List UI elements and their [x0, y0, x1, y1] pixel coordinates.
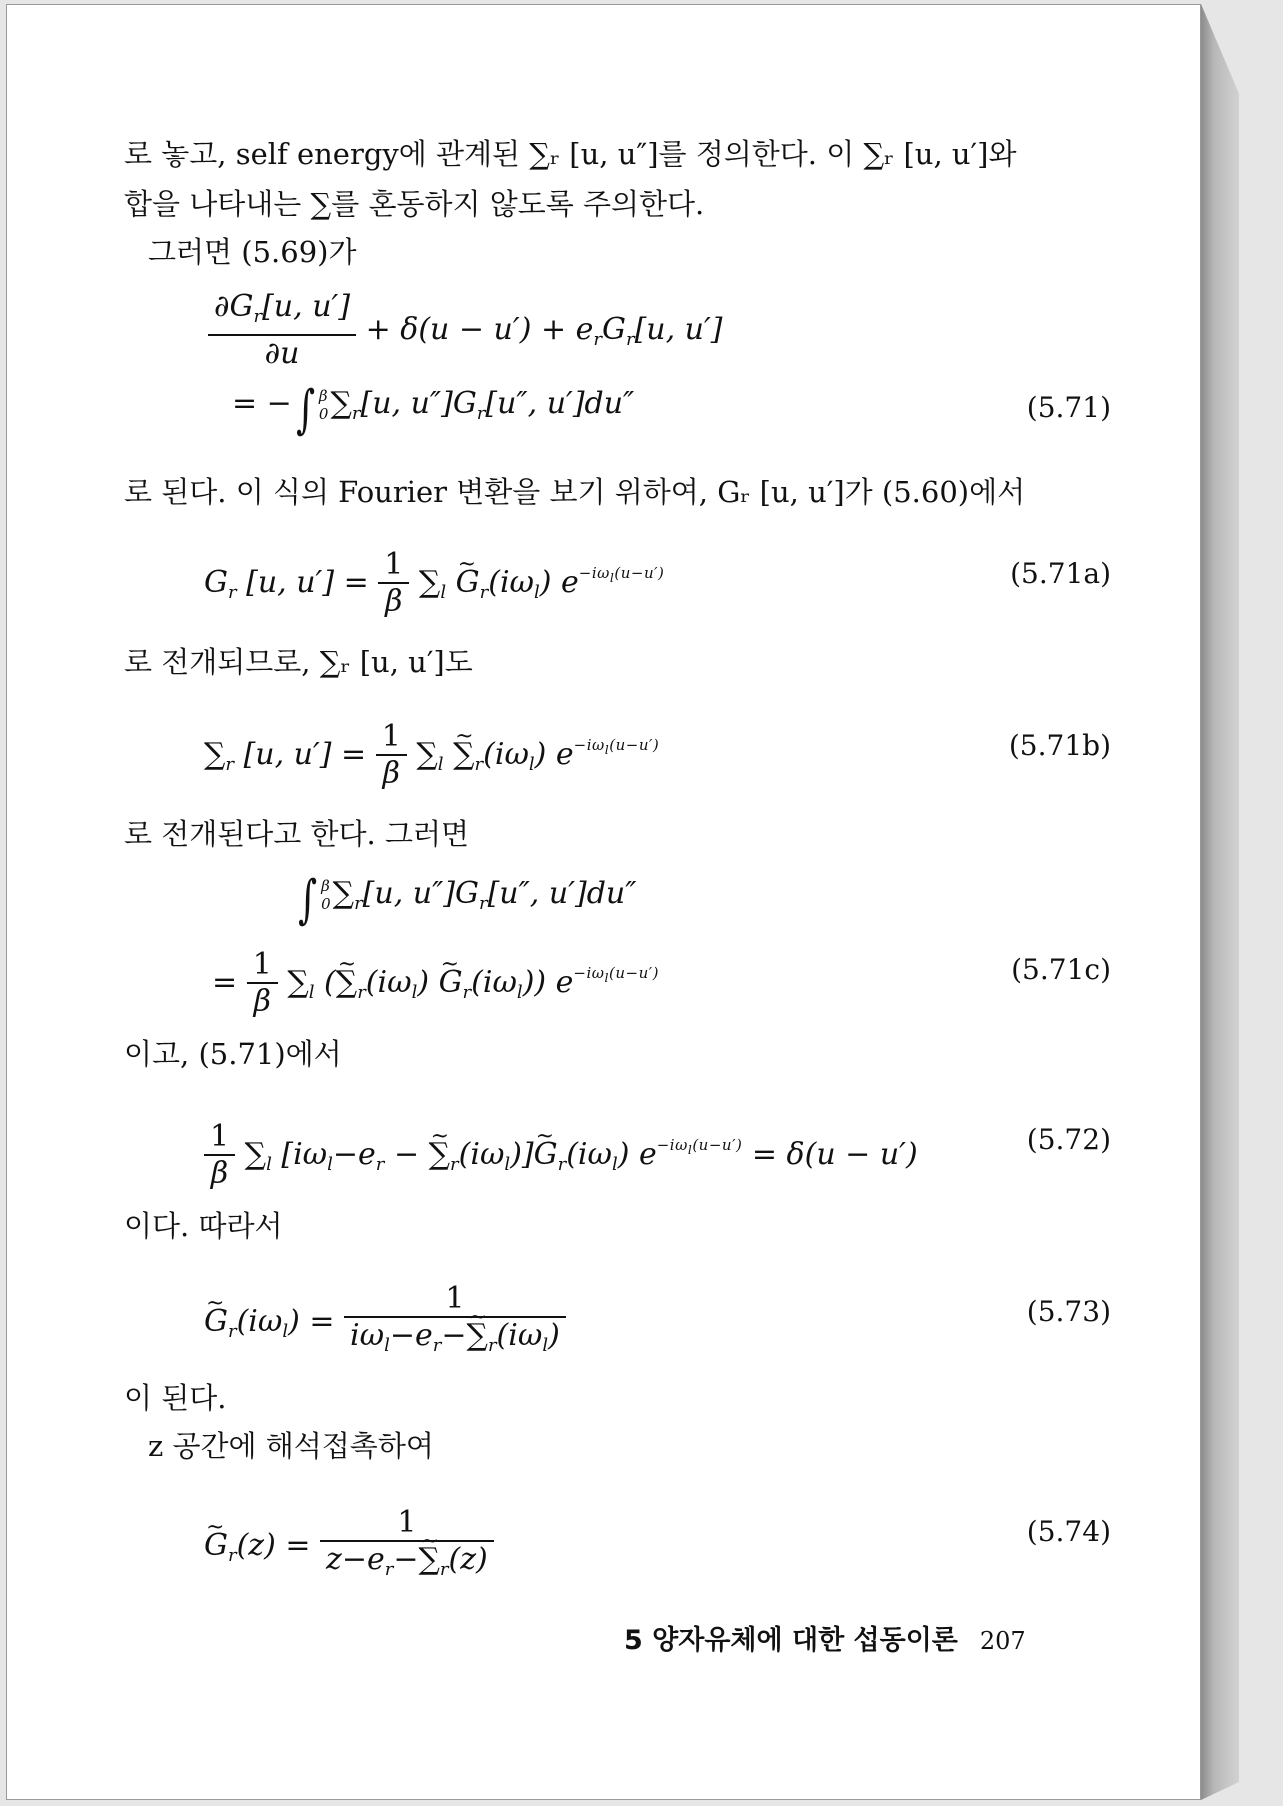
equation-number: (5.71) [1026, 391, 1111, 424]
equation-5-74: ~ $G_r(z)$ = $\frac{1}{z-e_r-\sim \sum_r(z)}$ [204, 1506, 494, 1588]
equation-5-73: ~ $G_r(i\omega_l)$ = $\frac{1}{i\omega_l-e_r-\sim \sum_r(i\omega_l)}$ [204, 1282, 566, 1364]
equation-5-71b: $\sum_r$ [u, u′] = $\frac{1}{\beta}$ $\sum_l$ ~ $\sum_r(i\omega_l)$ $e^{-i\omega_l(u-u')}$ [204, 720, 659, 792]
equation-5-71-top: $\frac{\partial G_r[u, u']}{\partial u}$ + $\delta(u - u') + e_rG_r[u$, u′] [208, 290, 723, 372]
equation-number: (5.71c) [1011, 953, 1111, 986]
page-edge-shadow [1201, 4, 1239, 1800]
paragraph-line: 로 놓고, self energy에 관계된 ∑ᵣ [u, u″]를 정의한다. 이 ∑ᵣ [u, u′]와 [124, 137, 1017, 171]
paragraph-line: 합을 나타내는 ∑를 혼동하지 않도록 주의한다. [124, 187, 705, 221]
equation-5-72: $\frac{1}{\beta}$ $\sum_l$ [$i\omega_l-e_r$ − ~ $\sum_r(i\omega_l)]\sim$ $G_r(i\omega_l) e^{-i\omega_l(u-u')} = \delta(u - u')$ [204, 1120, 918, 1192]
paragraph-line: 로 된다. 이 식의 Fourier 변환을 보기 위하여, Gᵣ [u, u′]가 (5.60)에서 [124, 475, 1026, 509]
equation-number: (5.72) [1026, 1123, 1111, 1156]
equation-number: (5.71a) [1010, 557, 1111, 590]
equation-5-71a: $G_r$ [u, u′] = $\frac{1}{\beta}$ $\sum_l$ ~ $G_r(i\omega_l)$ $e^{-i\omega_l(u-u')}$ [204, 548, 664, 620]
equation-number: (5.71b) [1008, 729, 1111, 762]
paragraph-line: 그러면 (5.69)가 [148, 235, 357, 269]
equation-5-71-bottom: = −∫ β $0\sum_r[u$, $u'']G_r[u''$, u′]du″ [232, 380, 635, 440]
paragraph-line: 로 전개되므로, ∑ᵣ [u, u′]도 [124, 645, 473, 679]
equation-5-71c-top: ∫ β $0\sum_r[u$, $u'']G_r[u''$, u′]du″ [298, 870, 637, 930]
chapter-title: 5 양자유체에 대한 섭동이론 [624, 1625, 958, 1656]
paragraph-line: 이다. 따라서 [124, 1209, 283, 1243]
paragraph-line: z 공간에 해석접촉하여 [148, 1429, 434, 1463]
page-number: 207 [979, 1627, 1026, 1655]
equation-number: (5.74) [1026, 1515, 1111, 1548]
paragraph-line: 이고, (5.71)에서 [124, 1037, 342, 1071]
paragraph-line: 이 된다. [124, 1381, 227, 1415]
equation-5-71c-bottom: = $\frac{1}{\beta}$ $\sum_l$ (~ $\sum_r(i\omega_l)$ ~ $G_r(i\omega_l)$) $e^{-i\omega_l(u-u')}$ [212, 948, 659, 1020]
paragraph-line: 로 전개된다고 한다. 그러면 [124, 817, 470, 851]
equation-number: (5.73) [1026, 1295, 1111, 1328]
page-footer [624, 1618, 1026, 1657]
